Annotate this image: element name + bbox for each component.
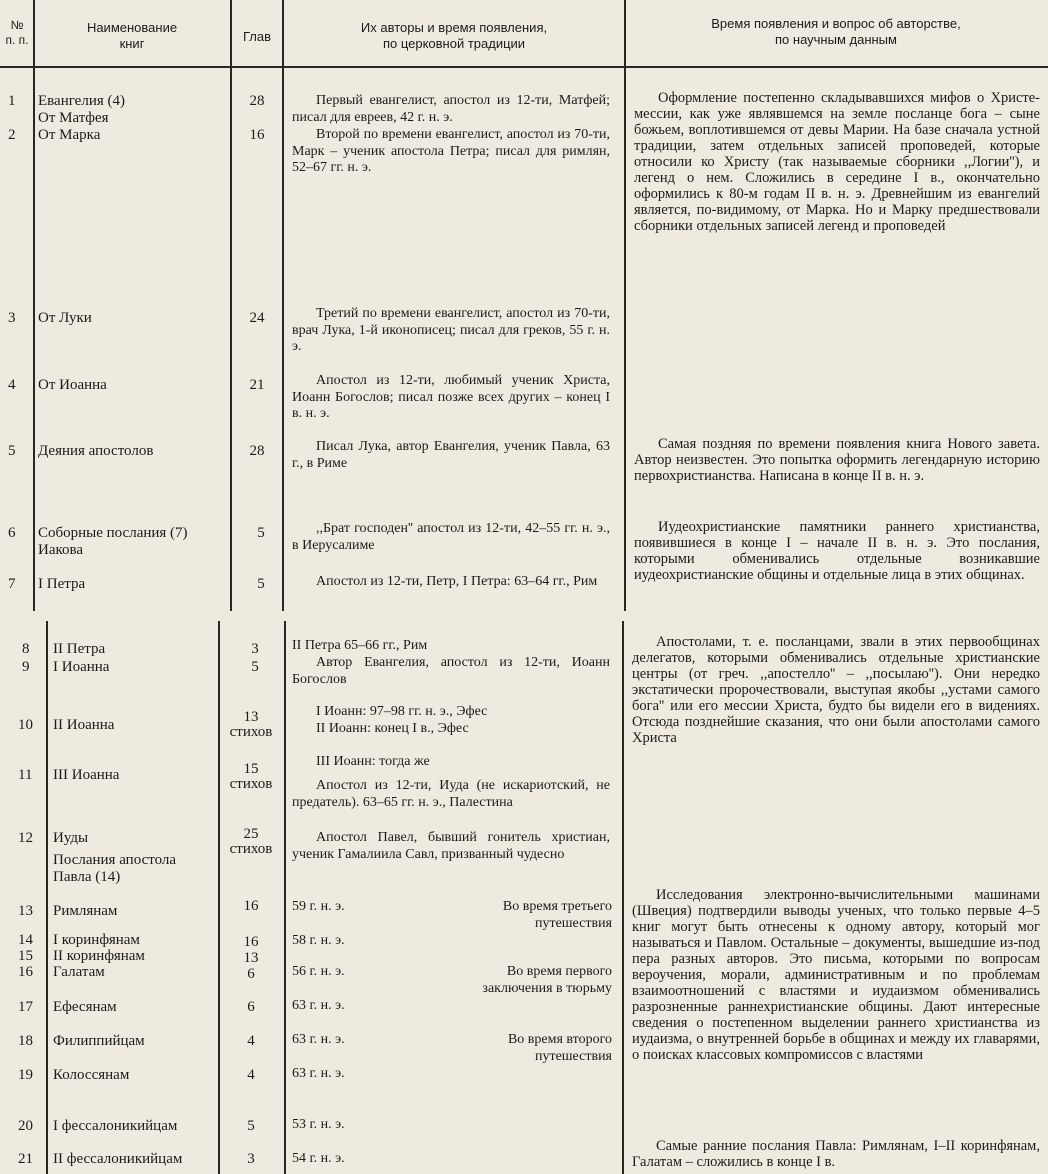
col-rule-4 — [624, 0, 626, 611]
col-rule-4b — [622, 621, 624, 1174]
book-name: Деяния апостолов — [38, 443, 154, 459]
row-number: 3 — [8, 310, 16, 326]
row-number: 20 — [18, 1118, 33, 1134]
tradition-text: 56 г. н. э. — [292, 964, 345, 979]
tradition-text: 63 г. н. э. — [292, 1066, 345, 1081]
row-number: 11 — [18, 767, 33, 783]
tradition-text: 54 г. н. э. — [292, 1151, 345, 1166]
book-name: Ефесянам — [53, 999, 117, 1015]
book-name: II фессалоникийцам — [53, 1151, 183, 1167]
header-bottom-rule — [0, 66, 1048, 68]
book-name: III Иоанна — [53, 767, 120, 783]
journey-note: Во время первого заключения в тюрьму — [482, 964, 612, 996]
row-number: 9 — [22, 659, 30, 675]
science-note: Апостолами, т. е. посланцами, звали в этих первообщинах делегатов, которыми обменивались отдельные христианские центры (от греч. ,,апостелло'' – ,,посылаю''). Они нередко экстатически пророчествовали, выступая якобы ,,устами самого бога'' или его мессии Христа, будто бы видели его в видениях. Отсюда позднейшие сказания, что они были апостолами самого Христа — [632, 634, 1040, 746]
book-name: Евангелия (4) От Матфея — [38, 93, 125, 126]
science-note: Иудеохристианские памятники раннего христианства, появившиеся в конце I – начале II в. н. э. Это послания, которыми обменивались отдельные возникавшие иудеохристианские общины и отдельные лица в этих общинах. — [634, 519, 1040, 583]
chapter-count: 6 — [247, 999, 255, 1015]
tradition-text: III Иоанн: тогда же — [316, 754, 430, 769]
chapter-count: 25 стихов — [229, 826, 273, 857]
chapter-count: 4 — [247, 1067, 255, 1083]
book-name: От Марка — [38, 127, 101, 143]
science-note: Оформление постепенно складывавшихся мифов о Христе-мессии, как уже являвшемся на земле посланце бога – сыне божьем, воплотившемся от девы Марии. На базе сначала устной традиции, затем отдельных записей проповедей, которые относили ко Христу (так называемые сборники ,,Логии''), и легенд о нем. Сложились в середине I в., окончательно оформились к 80-м годам II в. н. э. Древнейшим из евангелий является, по-видимому, от Марка. Но и Марку предшествовали сборники отдельных записей легенд и проповедей — [634, 90, 1040, 234]
header-science: Время появления и вопрос об авторстве, по научным данным — [711, 16, 961, 47]
tradition-text: 53 г. н. э. — [292, 1117, 345, 1132]
pauline-epistles-heading: Послания апостола Павла (14) — [53, 852, 177, 885]
row-number: 2 — [8, 127, 16, 143]
header-book-name: Наименование книг — [86, 20, 178, 51]
tradition-text: Апостол Павел, бывший гонитель христиан, ученик Гамалиила Савл, призванный чудесно — [292, 830, 610, 862]
row-number: 4 — [8, 377, 16, 393]
science-note: Исследования электронно-вычислительными машинами (Швеция) подтвердили выводы ученых, что только первые 4–5 книг могут быть отнесены к одному автору, который мог называться и Павлом. Остальные – документы, вышедшие из-под пера разных авторов. Это письма, которыми по вопросам вероучения, морали, административным и по проблемам взаимоотношений с властями и иудаизмом обменивались разрозненные раннехристианские общины. Дают интересные сведения о постепенном выделении раннего христианства из иудаизма, о внутренней борьбе в общинах и между их главарями, о поисках классовых компромиссов с властями — [632, 887, 1040, 1063]
tradition-text: ,,Брат господен'' апостол из 12-ти, 42–55 гг. н. э., в Иерусалиме — [292, 521, 610, 553]
book-name: I Иоанна — [53, 659, 110, 675]
book-name: Соборные послания (7) Иакова — [38, 525, 188, 558]
chapter-count: 5 — [251, 659, 259, 675]
tradition-text: Апостол из 12-ти, Иуда (не искариотский, не предатель). 63–65 гг. н. э., Палестина — [292, 778, 610, 810]
chapter-count: 16 — [243, 934, 259, 950]
col-rule-2 — [230, 0, 232, 611]
row-number: 12 — [18, 830, 33, 846]
science-note: Самая поздняя по времени появления книга Нового завета. Автор неизвестен. Это попытка оформить легендарную историю первохристианства. Написана в конце II в. н. э. — [634, 436, 1040, 484]
header-number: № п. п. — [5, 18, 29, 47]
chapter-count: 28 — [249, 93, 265, 109]
row-number: 10 — [18, 717, 33, 733]
chapter-count: 15 стихов — [229, 761, 273, 792]
science-note: Самые ранние послания Павла: Римлянам, I–II коринфянам, Галатам – сложились в конце I в. — [632, 1138, 1040, 1170]
col-rule-1 — [33, 0, 35, 611]
book-name: От Иоанна — [38, 377, 107, 393]
book-name: Римлянам — [53, 903, 118, 919]
tradition-text: Апостол из 12-ти, Петр, I Петра: 63–64 гг., Рим — [316, 574, 598, 589]
chapter-count: 28 — [249, 443, 265, 459]
tradition-text: 58 г. н. э. — [292, 933, 345, 948]
chapter-count: 24 — [249, 310, 265, 326]
book-name: II коринфянам — [53, 948, 145, 964]
book-name: I фессалоникийцам — [53, 1118, 178, 1134]
book-name: Филиппийцам — [53, 1033, 145, 1049]
chapter-count: 3 — [247, 1151, 255, 1167]
row-number: 7 — [8, 576, 16, 592]
tradition-text: Третий по времени евангелист, апостол из 70-ти, врач Лука, 1-й иконописец; писал для греков, 55 г. н. э. — [292, 306, 610, 354]
row-number: 18 — [18, 1033, 33, 1049]
book-name: Иуды — [53, 830, 89, 846]
col-rule-3 — [282, 0, 284, 611]
chapter-count: 5 — [247, 1118, 255, 1134]
book-name: Галатам — [53, 964, 105, 980]
header-tradition: Их авторы и время появления, по церковной традиции — [360, 20, 548, 51]
tradition-text: Первый евангелист, апостол из 12-ти, Матфей; писал для евреев, 42 г. н. э. — [292, 93, 610, 125]
tradition-text: Писал Лука, автор Евангелия, ученик Павла, 63 г., в Риме — [292, 439, 610, 471]
chapter-count: 6 — [247, 966, 255, 982]
col-rule-1b — [46, 621, 48, 1174]
row-number: 15 — [18, 948, 33, 964]
row-number: 1 — [8, 93, 16, 109]
book-name: I коринфянам — [53, 932, 140, 948]
row-number: 5 — [8, 443, 16, 459]
book-name: II Иоанна — [53, 717, 115, 733]
chapter-count: 21 — [249, 377, 265, 393]
journey-note: Во время второго путешествия — [507, 1032, 612, 1064]
chapter-count: 5 — [257, 576, 265, 592]
row-number: 17 — [18, 999, 33, 1015]
row-number: 19 — [18, 1067, 33, 1083]
book-name: II Петра — [53, 641, 106, 657]
row-number: 21 — [18, 1151, 33, 1167]
book-name: От Луки — [38, 310, 92, 326]
row-number: 13 — [18, 903, 33, 919]
header-chapters: Глав — [242, 29, 272, 44]
tradition-text: Автор Евангелия, апостол из 12-ти, Иоанн Богослов — [292, 655, 610, 687]
tradition-text: II Петра 65–66 гг., Рим — [292, 638, 428, 653]
chapter-count: 13 — [243, 950, 259, 966]
tradition-text: 59 г. н. э. — [292, 899, 345, 914]
row-number: 6 — [8, 525, 16, 541]
chapter-count: 16 — [249, 127, 265, 143]
chapter-count: 4 — [247, 1033, 255, 1049]
tradition-text: I Иоанн: 97–98 гг. н. э., Эфес II Иоанн: конец I в., Эфес — [316, 704, 488, 736]
tradition-text: 63 г. н. э. — [292, 1032, 345, 1047]
tradition-text: Апостол из 12-ти, любимый ученик Христа, Иоанн Богослов; писал позже всех других – конец I в. н. э. — [292, 373, 610, 421]
row-number: 8 — [22, 641, 30, 657]
col-rule-3b — [284, 621, 286, 1174]
row-number: 14 — [18, 932, 33, 948]
tradition-text: 63 г. н. э. — [292, 998, 345, 1013]
chapter-count: 5 — [257, 525, 265, 541]
chapter-count: 3 — [251, 641, 259, 657]
journey-note: Во время третьего путешествия — [502, 899, 612, 931]
row-number: 16 — [18, 964, 33, 980]
book-name: Колоссянам — [53, 1067, 130, 1083]
tradition-text: Второй по времени евангелист, апостол из 70-ти, Марк – ученик апостола Петра; писал для римлян, 52–67 гг. н. э. — [292, 127, 610, 175]
book-name: I Петра — [38, 576, 86, 592]
chapter-count: 13 стихов — [229, 709, 273, 740]
chapter-count: 16 — [243, 898, 259, 914]
